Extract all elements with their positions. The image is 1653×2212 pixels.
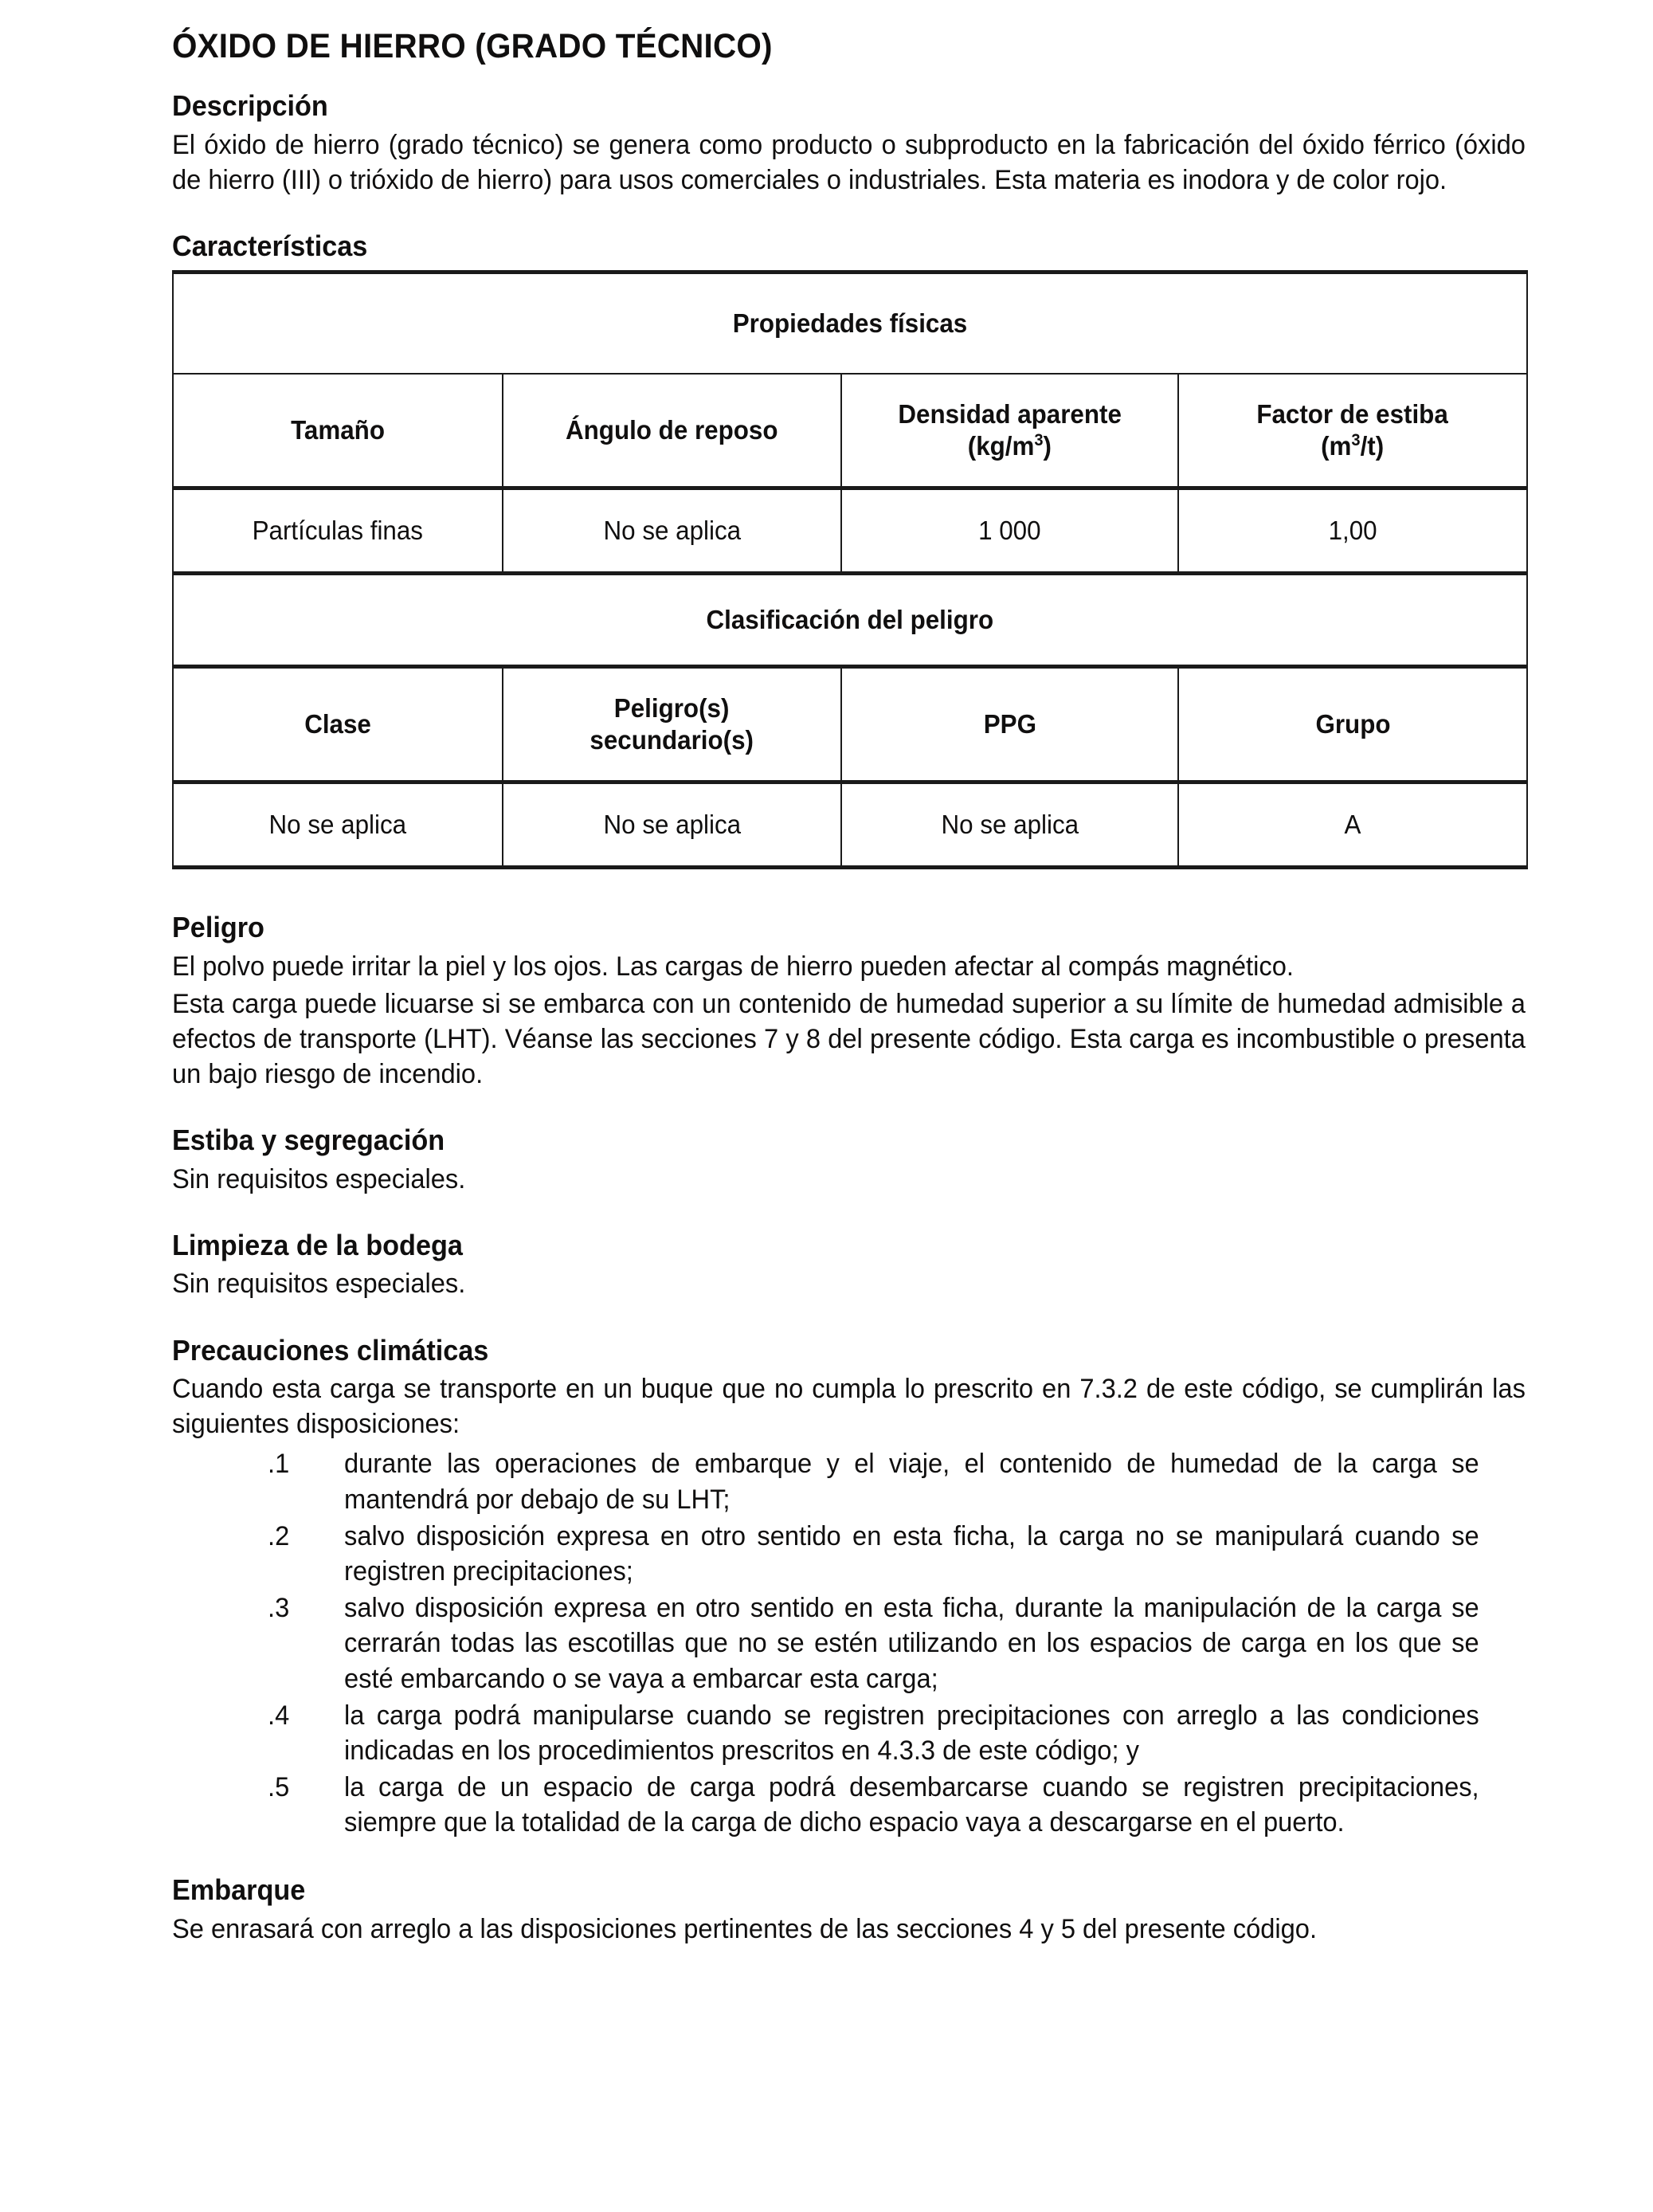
paragraph-limpieza: Sin requisitos especiales. [172,1269,466,1300]
list-item-text: salvo disposición expresa en otro sentido en esta ficha, la carga no se manipulará cuando se registren precipitaciones; [344,1520,1479,1586]
section-heading-embarque: Embarque [172,1873,306,1907]
section-heading-estiba: Estiba y segregación [172,1124,445,1157]
list-item-text: la carga podrá manipularse cuando se registren precipitaciones con arreglo a las condiciones indicadas en los procedimientos prescritos en 4.3.3 de este código; y [344,1700,1479,1766]
table-row-hazard-headers [173,667,1527,782]
list-item-marker: .1 [268,1449,290,1480]
list-item [172,1770,1526,1840]
table-cell-mhb-value: No se aplica [841,782,1178,868]
paragraph-embarque: Se enrasará con arreglo a las disposiciones pertinentes de las secciones 4 y 5 del presente código. [172,1913,1318,1944]
table-cell-group-value: A [1178,782,1527,868]
table-cell-class-value: No se aplica [173,782,503,868]
table-row-physical-headers [173,374,1527,488]
density-unit-exponent: 3 [1034,431,1044,450]
table-header-subsidiary-hazards: Peligro(s) secundario(s) [503,667,841,782]
page-title: ÓXIDO DE HIERRO (GRADO TÉCNICO) [172,27,773,65]
section-heading-descripcion: Descripción [172,89,328,123]
table-row-physical-values [173,488,1527,574]
list-item-marker: .2 [268,1520,290,1551]
table-cell-hazard-classification-title: Clasificación del peligro [173,574,1527,667]
section-heading-limpieza: Limpieza de la bodega [172,1229,463,1262]
table-header-angle-of-repose: Ángulo de reposo [503,374,841,488]
table-header-mhb: PPG [841,667,1178,782]
list-item-marker: .4 [268,1700,290,1731]
paragraph-estiba: Sin requisitos especiales. [172,1163,466,1194]
precauciones-list [172,1446,1526,1840]
paragraph-peligro-1: El polvo puede irritar la piel y los ojos. Las cargas de hierro pueden afectar al compás magnético. [172,951,1294,982]
section-heading-precauciones: Precauciones climáticas [172,1333,489,1367]
section-heading-caracteristicas: Características [172,229,368,262]
table-cell-angle-value: No se aplica [503,488,841,574]
list-item-marker: .3 [268,1593,290,1624]
stowage-unit-exponent: 3 [1351,431,1361,450]
stowage-unit-prefix: (m [1321,431,1352,461]
list-item [172,1519,1526,1589]
density-unit-prefix: (kg/m [967,431,1035,461]
list-item [172,1698,1526,1768]
list-item-text: salvo disposición expresa en otro sentido en esta ficha, durante la manipulación de la carga se cerrarán todas las escotillas que no se estén utilizando en los espacios de carga en los que se esté embarcando o se vaya a embarcar esta carga; [344,1593,1479,1694]
table-cell-density-value: 1 000 [841,488,1178,574]
list-item-text: durante las operaciones de embarque y el viaje, el contenido de humedad de la carga se mantendrá por debajo de su LHT; [344,1449,1479,1515]
section-heading-peligro: Peligro [172,911,264,944]
table-row-hazard-values [173,782,1527,868]
list-item-marker: .5 [268,1772,290,1803]
table-cell-subsidiary-value: No se aplica [503,782,841,868]
table-header-size: Tamaño [173,374,503,488]
characteristics-table [172,270,1528,869]
density-unit-suffix: ) [1043,431,1052,461]
table-header-class: Clase [173,667,503,782]
document-content [172,27,1526,1947]
list-item-text: la carga de un espacio de carga podrá desembarcarse cuando se registren precipitaciones, siempre que la totalidad de la carga de dicho espacio vaya a descargarse en el puerto. [344,1772,1479,1838]
table-header-stowage-factor: Factor de estiba $(m^3/t)$ [1178,374,1527,488]
stowage-unit-suffix: /t) [1360,431,1385,461]
paragraph-descripcion: El óxido de hierro (grado técnico) se genera como producto o subproducto en la fabricación del óxido férrico (óxido de hierro (III) o trióxido de hierro) para usos comerciales o industriales. Esta materia es inodora y de color rojo. [172,129,1526,195]
table-row-physical-title [173,273,1527,375]
table-cell-physical-properties-title: Propiedades físicas [173,273,1527,375]
paragraph-peligro-2: Esta carga puede licuarse si se embarca con un contenido de humedad superior a su límite de humedad admisible a efectos de transporte (LHT). Véanse las secciones 7 y 8 del presente código. Esta carga es incombustible o presenta un bajo riesgo de incendio. [172,988,1526,1090]
table-row-hazard-title [173,574,1527,667]
paragraph-precauciones-intro: Cuando esta carga se transporte en un buque que no cumpla lo prescrito en 7.3.2 de este código, se cumplirán las siguientes disposiciones: [172,1374,1526,1440]
list-item [172,1590,1526,1696]
table-cell-size-value: Partículas finas [173,488,503,574]
table-cell-stowage-value: 1,00 [1178,488,1527,574]
list-item [172,1446,1526,1516]
table-header-group: Grupo [1178,667,1527,782]
table-header-bulk-density: Densidad aparente $(kg/m^3)$ [841,374,1178,488]
